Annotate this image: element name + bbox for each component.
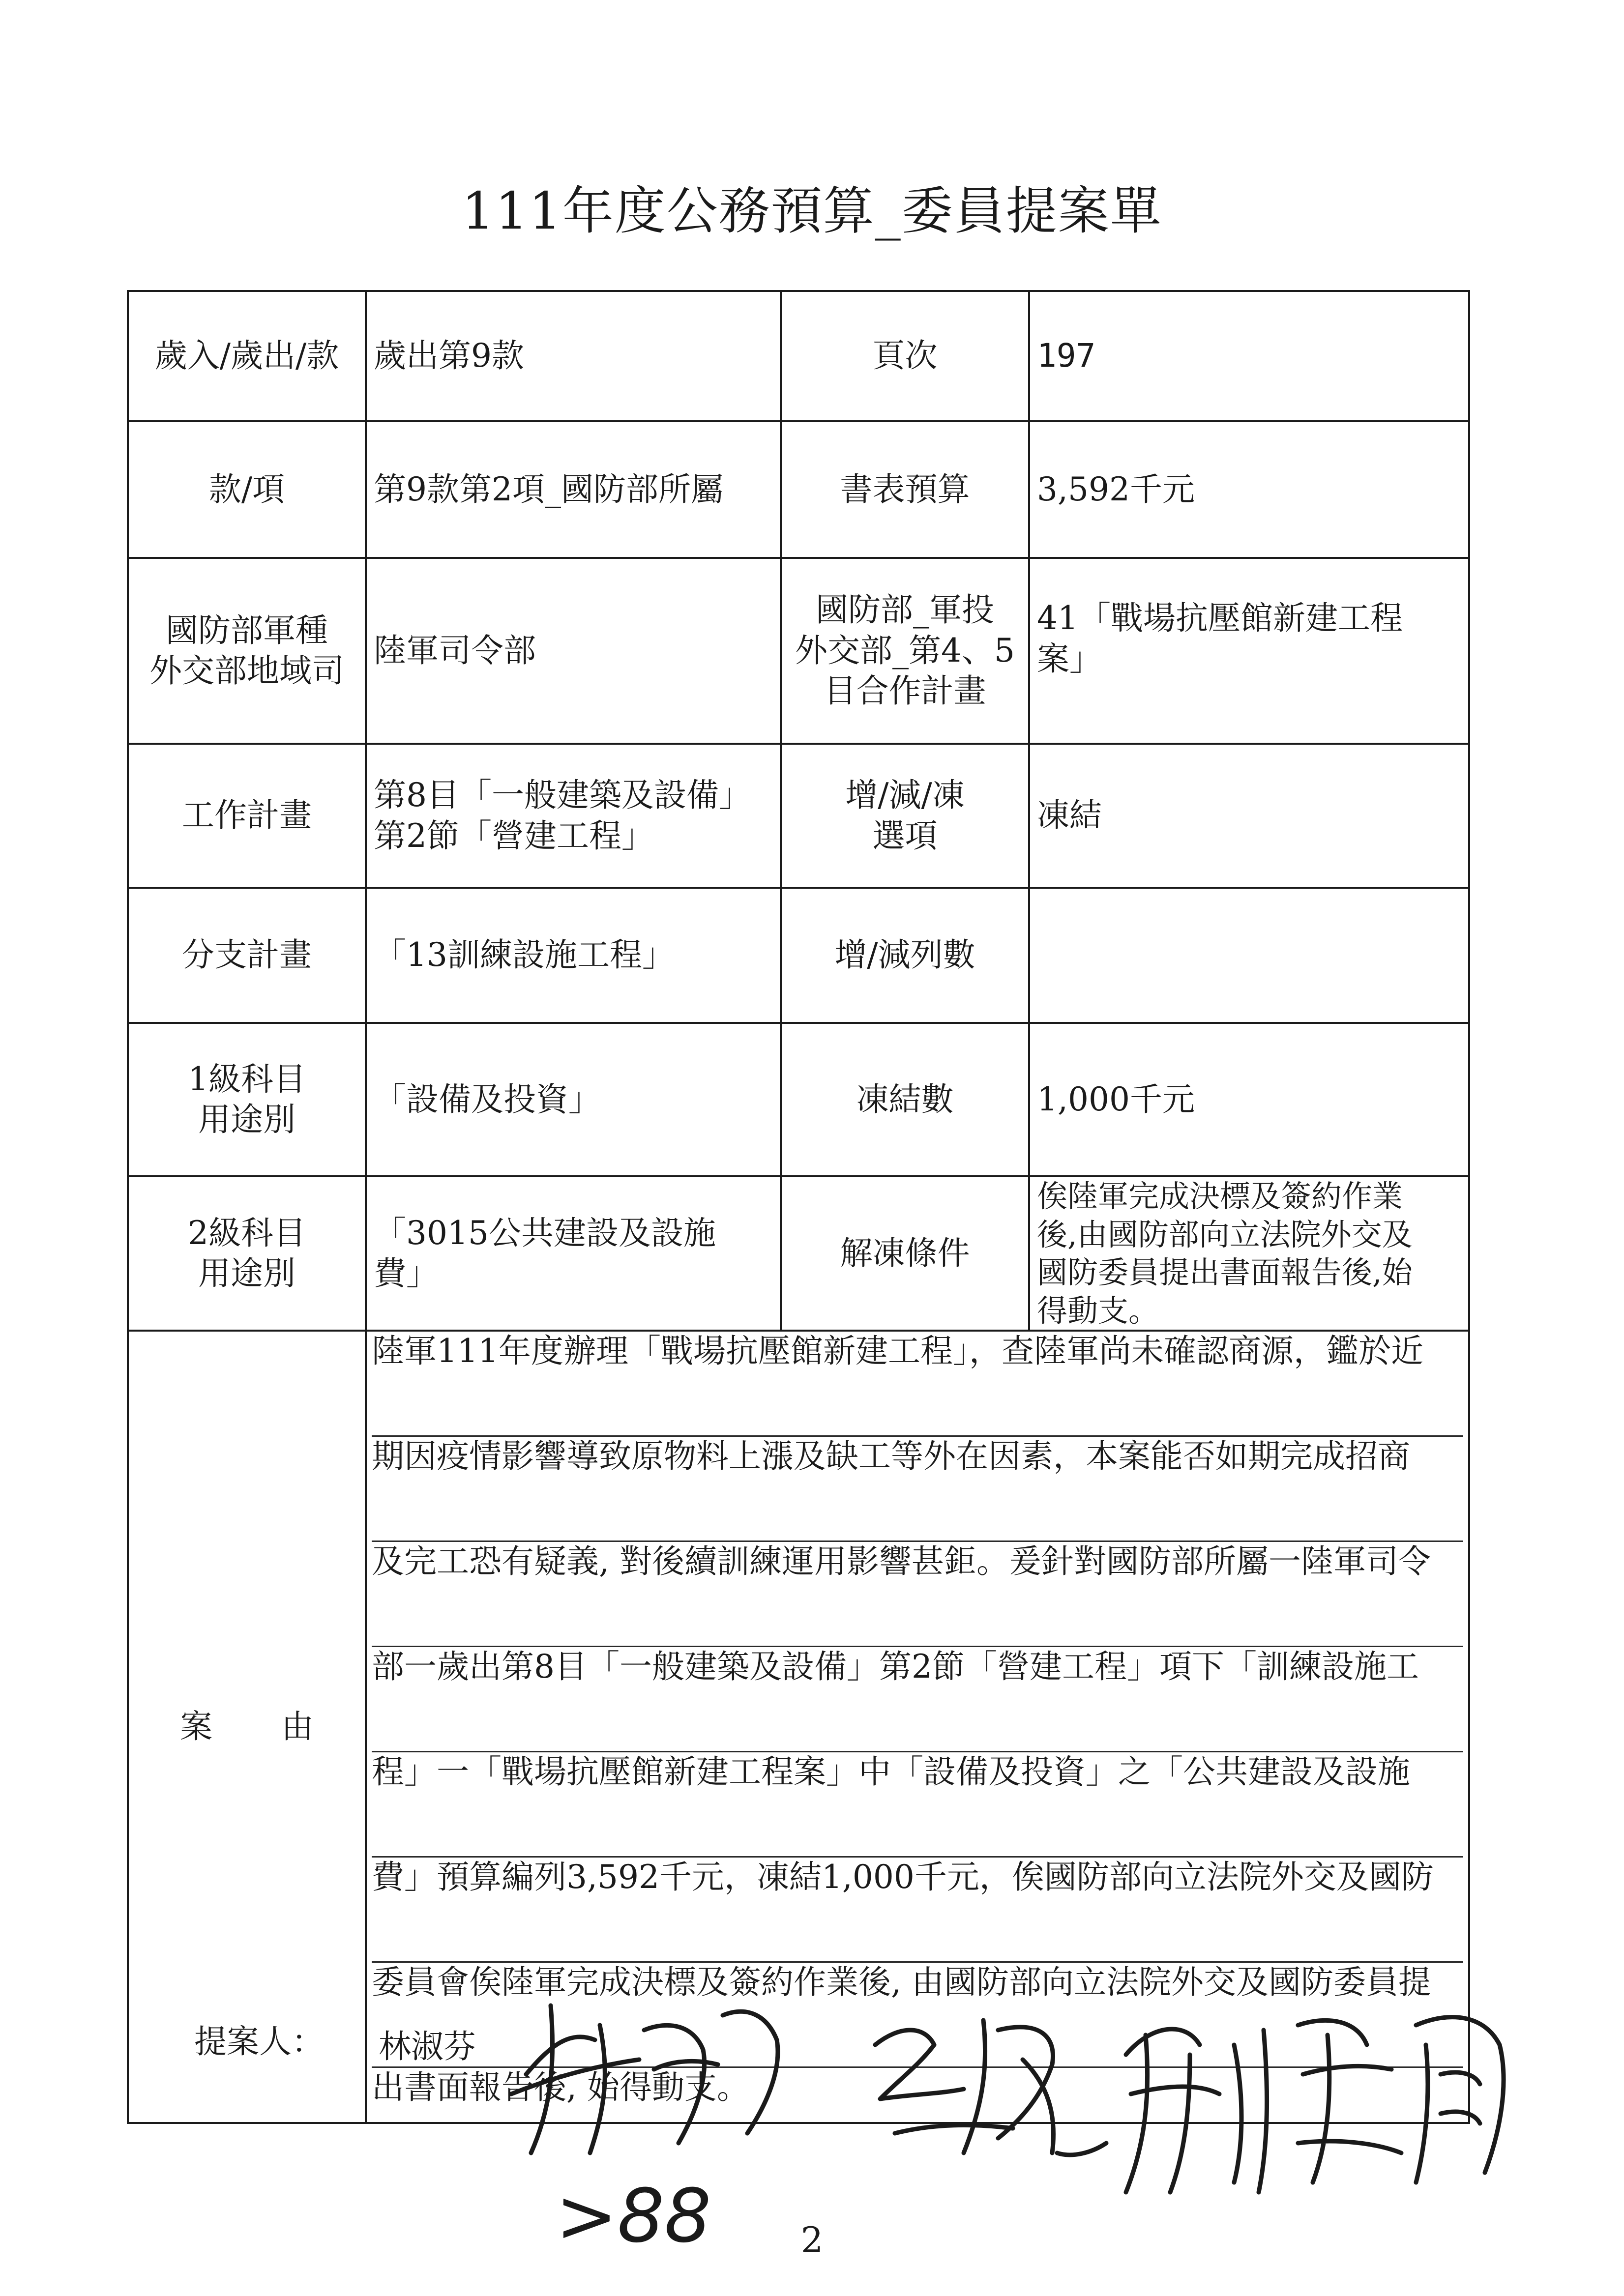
value-unit: 陸軍司令部 xyxy=(366,558,781,744)
form-row-unit xyxy=(128,558,1469,744)
handwritten-signatures xyxy=(492,1947,1549,2251)
label-frozen-amount: 凍結數 xyxy=(781,1023,1029,1176)
form-row-level2 xyxy=(128,1176,1469,1331)
label-budget: 書表預算 xyxy=(781,421,1029,558)
label-reason xyxy=(128,1331,366,2123)
value-frozen-amount: 1,000千元 xyxy=(1029,1023,1469,1176)
label-cooperation-line-1: 國防部_軍投 xyxy=(816,591,994,629)
label-adjust-option xyxy=(781,744,1029,888)
label-level1 xyxy=(128,1023,366,1176)
label-level1-line-2: 用途別 xyxy=(198,1101,295,1138)
condition-line-3: 國防委員提出書面報告後,始 xyxy=(1037,1254,1413,1290)
form-row-work-plan xyxy=(128,744,1469,888)
condition-line-2: 後,由國防部向立法院外交及 xyxy=(1037,1216,1413,1252)
value-budget: 3,592千元 xyxy=(1029,421,1469,558)
label-cooperation-line-3: 目合作計畫 xyxy=(824,672,986,710)
label-level2 xyxy=(128,1176,366,1331)
reason-line-2: 期因疫情影響導致原物料上漲及缺工等外在因素，本案能否如期完成招商 xyxy=(372,1437,1463,1542)
value-sub-plan: 「13訓練設施工程」 xyxy=(366,888,781,1023)
value-unfreeze-condition xyxy=(1029,1176,1469,1331)
condition-line-4: 得動支。 xyxy=(1037,1292,1159,1329)
form-row-item xyxy=(128,421,1469,558)
value-level1: 「設備及投資」 xyxy=(366,1023,781,1176)
label-sub-plan: 分支計畫 xyxy=(128,888,366,1023)
label-level1-line-1: 1級科目 xyxy=(188,1060,306,1098)
page-title: 111年度公務預算_委員提案單 xyxy=(462,181,1162,241)
value-revenue-expense: 歲出第9款 xyxy=(366,291,781,421)
value-level2-line-1: 「3015公共建設及設施 xyxy=(374,1214,716,1252)
reason-line-6: 費」預算編列3,592千元，凍結1,000千元，俟國防部向立法院外交及國防 xyxy=(372,1858,1463,1963)
label-unit-line-2: 外交部地域司 xyxy=(149,652,344,690)
value-adjust-option: 凍結 xyxy=(1029,744,1469,888)
label-unit-line-1: 國防部軍種 xyxy=(166,611,328,649)
label-revenue-expense: 歲入/歲出/款 xyxy=(128,291,366,421)
label-reason-char-2: 由 xyxy=(281,1707,314,1745)
page-number: 2 xyxy=(800,2219,824,2261)
label-work-plan: 工作計畫 xyxy=(128,744,366,888)
reason-line-4: 部一歲出第8目「一般建築及設備」第2節「營建工程」項下「訓練設施工 xyxy=(372,1647,1463,1752)
label-cooperation-plan xyxy=(781,558,1029,744)
handwritten-note: >88 xyxy=(556,2174,711,2251)
label-adjust-option-line-1: 增/減/凍 xyxy=(845,776,965,814)
value-cooperation-line-2: 案」 xyxy=(1037,639,1102,678)
value-level2 xyxy=(366,1176,781,1331)
label-page: 頁次 xyxy=(781,291,1029,421)
label-level2-line-2: 用途別 xyxy=(198,1254,295,1292)
condition-line-1: 俟陸軍完成決標及簽約作業 xyxy=(1037,1178,1403,1214)
form-row-level1 xyxy=(128,1023,1469,1176)
value-level2-line-2: 費」 xyxy=(374,1254,439,1292)
value-adjust-amount xyxy=(1029,888,1469,1023)
label-reason-char-1: 案 xyxy=(180,1707,212,1745)
label-adjust-option-line-2: 選項 xyxy=(872,816,938,855)
label-adjust-amount: 增/減列數 xyxy=(781,888,1029,1023)
signature-lin-strokes xyxy=(511,2005,778,2153)
reason-line-3: 及完工恐有疑義, 對後續訓練運用影響甚鉅。爰針對國防部所屬一陸軍司令 xyxy=(372,1542,1463,1647)
label-unit xyxy=(128,558,366,744)
form-row-account xyxy=(128,291,1469,421)
reason-line-5: 程」一「戰場抗壓館新建工程案」中「設備及投資」之「公共建設及設施 xyxy=(372,1752,1463,1858)
value-page: 197 xyxy=(1029,291,1469,421)
value-cooperation-plan xyxy=(1029,558,1469,744)
value-item: 第9款第2項_國防部所屬 xyxy=(366,421,781,558)
value-work-plan-line-1: 第8目「一般建築及設備」 xyxy=(374,776,751,814)
label-cooperation-line-2: 外交部_第4、5 xyxy=(795,631,1015,669)
signature-liu-strokes xyxy=(1126,2017,1504,2192)
value-work-plan-line-2: 第2節「營建工程」 xyxy=(374,816,654,855)
reason-line-7: 委員會俟陸軍完成決標及簽約作業後, 由國防部向立法院外交及國防委員提 xyxy=(372,1963,1463,2068)
reason-line-1: 陸軍111年度辦理「戰場抗壓館新建工程」，查陸軍尚未確認商源，鑑於近 xyxy=(372,1332,1463,1437)
proposer-label: 提案人： xyxy=(194,2023,324,2060)
value-work-plan xyxy=(366,744,781,888)
label-item: 款/項 xyxy=(128,421,366,558)
value-cooperation-line-1: 41「戰場抗壓館新建工程 xyxy=(1037,599,1403,637)
signature-qiu-strokes xyxy=(875,2020,1106,2155)
label-level2-line-1: 2級科目 xyxy=(188,1214,306,1252)
proposer-name: 林淑芬 xyxy=(379,2028,476,2065)
reason-line-8: 出書面報告後, 始得動支。 xyxy=(372,2068,749,2106)
form-row-sub-plan xyxy=(128,888,1469,1023)
proposal-form-table xyxy=(127,290,1470,2124)
label-unfreeze-condition: 解凍條件 xyxy=(781,1176,1029,1331)
